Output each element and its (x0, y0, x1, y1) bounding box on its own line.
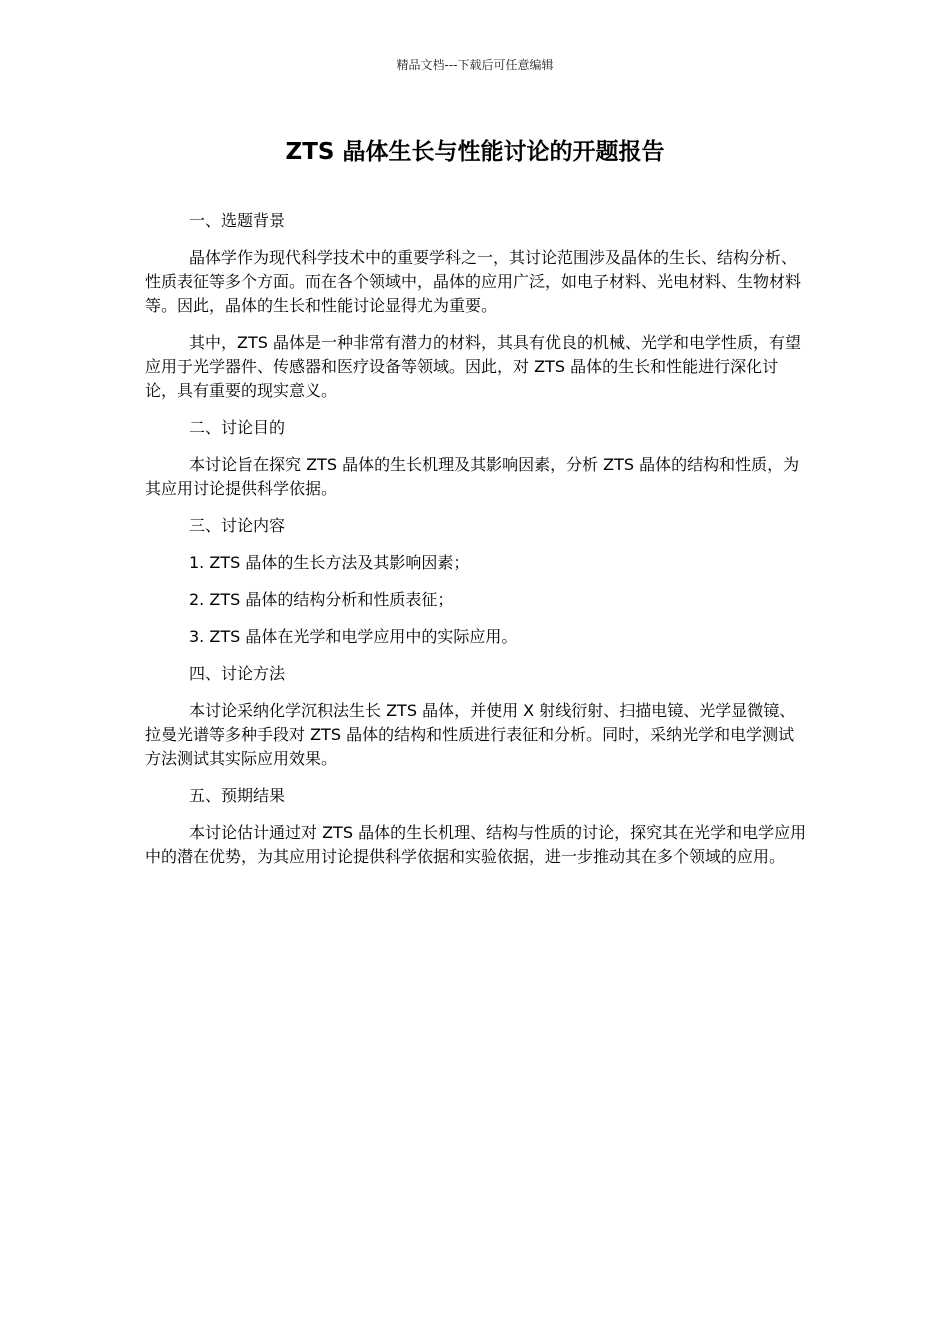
document-title: ZTS 晶体生长与性能讨论的开题报告 (285, 139, 665, 165)
section-heading-expected-results: 五、预期结果 (189, 786, 286, 805)
list-item: 1. ZTS 晶体的生长方法及其影响因素； (189, 553, 470, 572)
paragraph: 本讨论旨在探究 ZTS 晶体的生长机理及其影响因素，分析 ZTS 晶体的结构和性质，为其应用讨论提供科学依据。 (145, 455, 800, 498)
document-body (145, 209, 810, 882)
section-heading-background: 一、选题背景 (189, 211, 286, 230)
paragraph: 晶体学作为现代科学技术中的重要学科之一，其讨论范围涉及晶体的生长、结构分析、性质表征等多个方面。而在各个领域中，晶体的应用广泛，如电子材料、光电材料、生物材料等。因此，晶体的生长和性能讨论显得尤为重要。 (145, 248, 802, 315)
section-heading-method: 四、讨论方法 (189, 664, 286, 683)
list-item: 3. ZTS 晶体在光学和电学应用中的实际应用。 (189, 627, 518, 646)
paragraph: 本讨论估计通过对 ZTS 晶体的生长机理、结构与性质的讨论，探究其在光学和电学应用中的潜在优势，为其应用讨论提供科学依据和实验依据，进一步推动其在多个领域的应用。 (145, 823, 807, 866)
list-item: 2. ZTS 晶体的结构分析和性质表征； (189, 590, 454, 609)
paragraph: 本讨论采纳化学沉积法生长 ZTS 晶体，并使用 X 射线衍射、扫描电镜、光学显微镜、拉曼光谱等多种手段对 ZTS 晶体的结构和性质进行表征和分析。同时，采纳光学和电学测试方法测试其实际应用效果。 (145, 701, 796, 768)
section-heading-content: 三、讨论内容 (189, 516, 286, 535)
paragraph: 其中，ZTS 晶体是一种非常有潜力的材料，其具有优良的机械、光学和电学性质，有望应用于光学器件、传感器和医疗设备等领域。因此，对 ZTS 晶体的生长和性能进行深化讨论，具有重要的现实意义。 (145, 333, 801, 400)
page-header-watermark: 精品文档---下载后可任意编辑 (396, 58, 554, 72)
section-heading-purpose: 二、讨论目的 (189, 418, 286, 437)
